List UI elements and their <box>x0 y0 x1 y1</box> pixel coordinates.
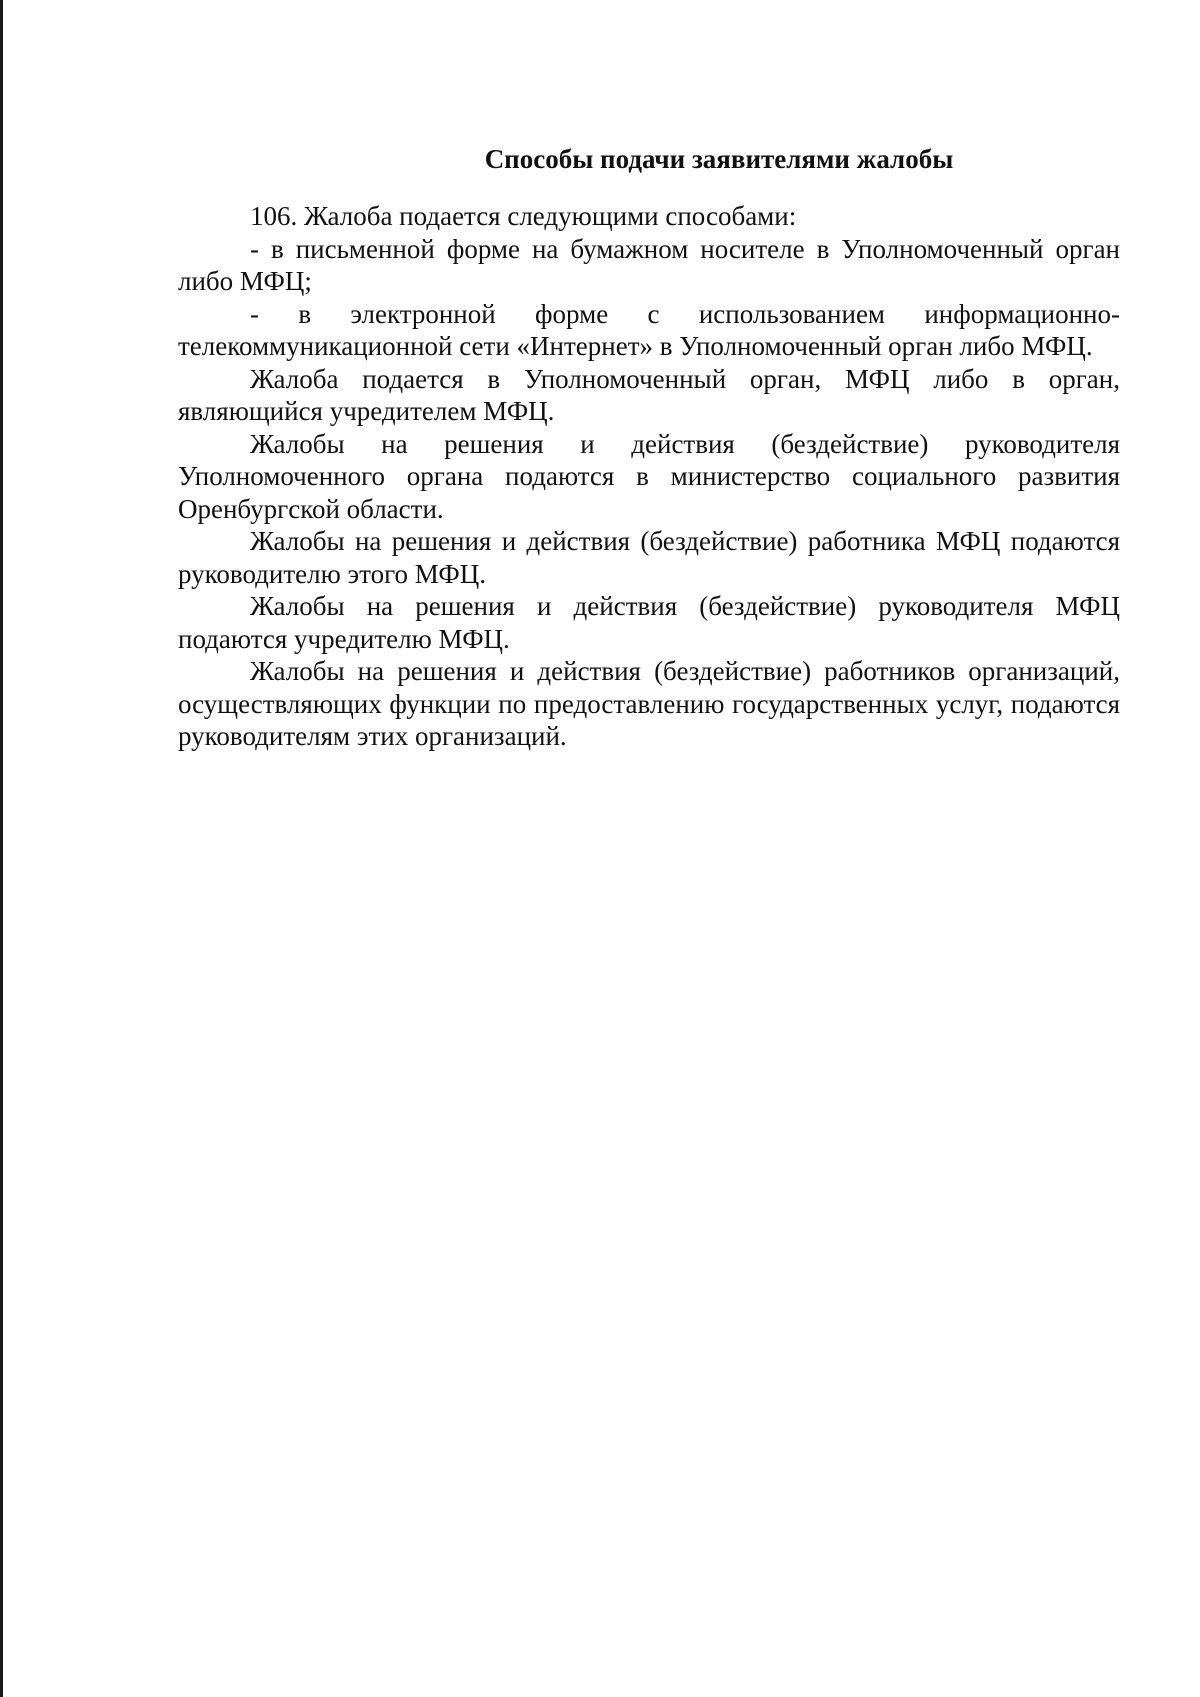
paragraph-electronic-form: - в электронной форме с использованием информационно-телекоммуникационной сети «Интернет» в Уполномоченный орган либо МФЦ. <box>178 298 1120 361</box>
paragraph-106-intro: 106. Жалоба подается следующими способами: <box>250 201 797 231</box>
scan-edge <box>0 0 3 1697</box>
paragraph-mfc-head: Жалобы на решения и действия (бездействие) руководителя МФЦ подаются учредителю МФЦ. <box>178 591 1120 654</box>
document-body <box>178 140 1120 753</box>
paragraph-where-submitted: Жалоба подается в Уполномоченный орган, МФЦ либо в орган, являющийся учредителем МФЦ. <box>178 363 1120 426</box>
section-title: Способы подачи заявителями жалобы <box>484 144 954 174</box>
paragraph-paper-form: - в письменной форме на бумажном носителе в Уполномоченный орган либо МФЦ; <box>178 233 1120 296</box>
paragraph-organization-employees: Жалобы на решения и действия (бездействие) работников организаций, осуществляющих функции по предоставлению государственных услуг, подаются руководителям этих организаций. <box>178 656 1120 751</box>
paragraph-head-of-authority: Жалобы на решения и действия (бездействие) руководителя Уполномоченного органа подаются в министерство социального развития Оренбургской области. <box>178 428 1120 524</box>
paragraph-mfc-employee: Жалобы на решения и действия (бездействие) работника МФЦ подаются руководителю этого МФЦ. <box>178 526 1120 589</box>
